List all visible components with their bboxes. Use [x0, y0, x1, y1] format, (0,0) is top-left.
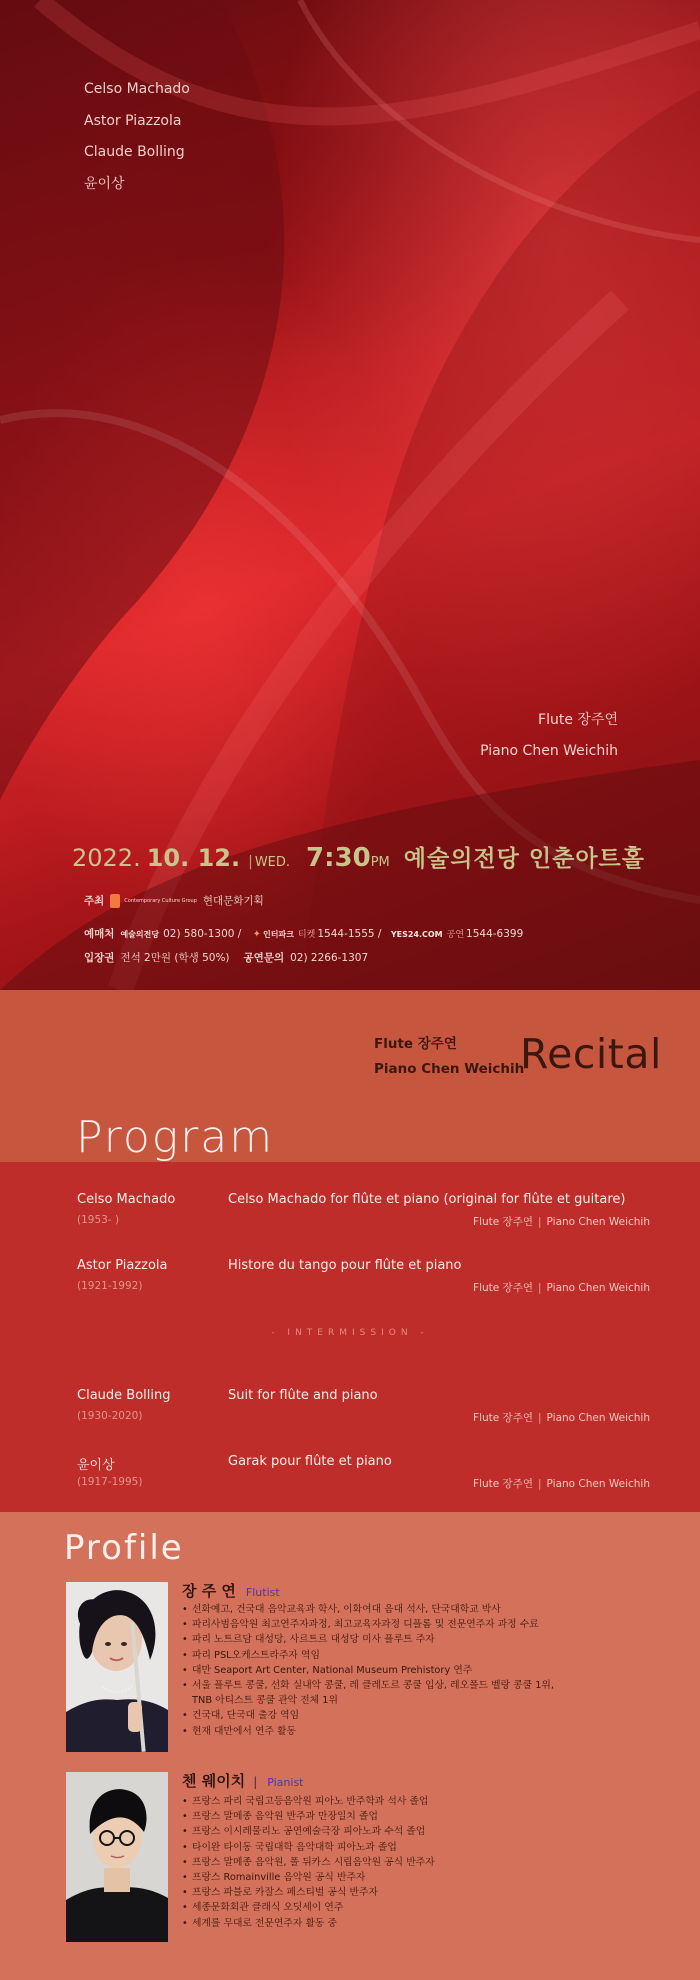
program-item: [0, 1388, 700, 1432]
flutist-bio: [182, 1602, 682, 1739]
work-title: Garak pour flûte et piano: [228, 1454, 392, 1469]
yes24-phone: 1544-6399: [466, 928, 524, 940]
hero-composer: Celso Machado: [84, 81, 190, 97]
bio-item: • 타이완 타이동 국립대학 음악대학 피아노과 졸업: [182, 1840, 682, 1855]
recital-title: Recital: [520, 1030, 662, 1078]
profile-section: [0, 1512, 700, 1980]
work-piano: Piano Chen Weichih: [546, 1216, 650, 1228]
composer-name: Celso Machado: [77, 1192, 176, 1207]
yes24-sub: 공연: [446, 930, 465, 940]
bio-item: • 프랑스 이시레물리노 공연예술극장 피아노과 수석 졸업: [182, 1824, 682, 1839]
date-year: 2022.: [72, 844, 141, 872]
bio-item: • 현재 대만에서 연주 활동: [182, 1724, 682, 1739]
bio-item: • 프랑스 파리 국립고등음악원 피아노 반주학과 석사 졸업: [182, 1794, 682, 1809]
composer-years: (1930-2020): [77, 1410, 143, 1422]
bio-item: • 파리사범음악원 최고연주자과정, 최고교육자과정 디플롬 및 전문연주자 과정 수료: [182, 1617, 682, 1632]
hero-composer: Astor Piazzola: [84, 112, 182, 129]
composer-years: (1917-1995): [77, 1476, 143, 1488]
interpark-sub: 티켓: [297, 930, 316, 940]
performer-separator: |: [538, 1478, 542, 1490]
bio-item: • 파리 노트르담 대성당, 사르트르 대성당 미사 플루트 주자: [182, 1632, 682, 1647]
admission-price: 전석 2만원 (학생 50%): [120, 952, 230, 964]
hero-performer-piano: Piano Chen Weichih: [480, 743, 618, 759]
inquiry-phone: 02) 2266-1307: [290, 952, 369, 964]
host-line: [84, 893, 264, 908]
bio-item: • 세계를 무대로 전문연주자 활동 중: [182, 1916, 682, 1931]
flutist-role: Flutist: [245, 1586, 280, 1599]
ticket-label: 예매처: [84, 928, 115, 940]
work-title: Celso Machado for flûte et piano (original for flûte et guitare): [228, 1192, 626, 1207]
performer-separator: |: [538, 1282, 542, 1294]
performer-separator: |: [538, 1216, 542, 1228]
host-logo-text: Contemporary Culture Group: [124, 898, 197, 904]
bio-item: • 세종문화회관 클래식 오딧세이 연주: [182, 1900, 682, 1915]
interpark-logo-icon: ✦: [252, 929, 262, 940]
bio-item: • 프랑스 말메종 음악원 반주과 만장일치 졸업: [182, 1809, 682, 1824]
recital-performer-flute: Flute 장주연: [374, 1036, 457, 1052]
interpark-phone: 1544-1555 /: [317, 928, 382, 940]
host-logo-icon: [110, 894, 120, 908]
composer-name: 윤이상: [77, 1458, 115, 1473]
concert-venue: 예술의전당 인춘아트홀: [403, 846, 645, 872]
recital-performer-piano: Piano Chen Weichih: [374, 1061, 525, 1077]
bio-item: • 프랑스 말메종 음악원, 폴 뒤카스 시립음악원 공식 반주자: [182, 1855, 682, 1870]
bio-item-continued: TNB 아티스트 콩쿨 관악 전체 1위: [192, 1695, 338, 1707]
work-performers: [473, 1214, 650, 1229]
program-item: [0, 1192, 700, 1236]
flutist-name: 장 주 연: [182, 1582, 236, 1600]
composer-name: Claude Bolling: [77, 1388, 171, 1403]
program-item: [0, 1258, 700, 1302]
work-title: Suit for flûte and piano: [228, 1388, 378, 1403]
profile-heading: Profile: [64, 1528, 184, 1568]
admission-label: 입장권: [84, 952, 115, 964]
hero-performer-list: [480, 705, 618, 767]
program-heading: Program: [76, 1112, 275, 1163]
work-flute: Flute 장주연: [473, 1282, 533, 1294]
hero-performer-flute: Flute 장주연: [538, 712, 618, 728]
program-item: [0, 1454, 700, 1498]
pianist-name: 첸 웨이치: [182, 1772, 246, 1790]
date-month-day: 10. 12.: [146, 844, 241, 872]
bio-item: • 서울 플루트 콩쿨, 선화 실내악 콩쿨, 레 클레도르 콩쿨 입상, 레오폴드 벨랑 콩쿨 1위,: [182, 1678, 682, 1693]
hero-composer: Claude Bolling: [84, 144, 185, 160]
bio-item: • 파리 PSL오케스트라주자 역임: [182, 1648, 682, 1663]
work-flute: Flute 장주연: [473, 1412, 533, 1424]
hero-composer-list: [84, 74, 190, 200]
work-flute: Flute 장주연: [473, 1478, 533, 1490]
concert-ampm: PM: [370, 855, 390, 870]
flutist-photo: [66, 1582, 168, 1752]
bio-item: • 건국대, 단국대 출강 역임: [182, 1708, 682, 1723]
ticket-line: [84, 926, 523, 941]
pianist-photo: [66, 1772, 168, 1942]
work-performers: [473, 1280, 650, 1295]
program-section: [0, 1162, 700, 1512]
work-performers: [473, 1410, 650, 1425]
yes24-logo: YES24.COM: [390, 930, 443, 939]
host-label: 주최: [84, 895, 105, 907]
composer-years: (1953- ): [77, 1214, 120, 1226]
concert-time: 7:30: [306, 843, 371, 873]
work-flute: Flute 장주연: [473, 1216, 533, 1228]
intermission-divider: - INTERMISSION -: [271, 1328, 429, 1338]
pianist-role: Pianist: [267, 1776, 304, 1789]
performer-separator: |: [538, 1412, 542, 1424]
composer-name: Astor Piazzola: [77, 1258, 168, 1273]
composer-years: (1921-1992): [77, 1280, 143, 1292]
bio-item: • 대만 Seaport Art Center, National Museum Prehistory 연주: [182, 1663, 682, 1678]
host-name: 현대문화기획: [202, 895, 264, 907]
date-separator: |: [248, 854, 253, 870]
pianist-separator: |: [253, 1775, 258, 1789]
pianist-heading: [182, 1770, 304, 1791]
work-title: Histore du tango pour flûte et piano: [228, 1258, 462, 1273]
hero-composer: 윤이상: [84, 175, 125, 192]
work-piano: Piano Chen Weichih: [546, 1478, 650, 1490]
sac-logo: 예술의전당: [120, 930, 160, 939]
work-piano: Piano Chen Weichih: [546, 1282, 650, 1294]
admission-line: [84, 950, 368, 965]
work-performers: [473, 1476, 650, 1491]
recital-performers: [374, 1032, 524, 1082]
inquiry-label: 공연문의: [243, 952, 285, 964]
bio-item: • 프랑스 파블로 카잘스 페스티벌 공식 반주자: [182, 1885, 682, 1900]
work-piano: Piano Chen Weichih: [546, 1412, 650, 1424]
date-weekday: WED.: [254, 855, 291, 870]
bio-item: • 선화예고, 건국대 음악교육과 학사, 이화여대 음대 석사, 단국대학교 박사: [182, 1602, 682, 1617]
concert-dateline: [72, 840, 645, 880]
pianist-bio: [182, 1794, 682, 1931]
interpark-logo: 인터파크: [263, 930, 294, 939]
sac-phone: 02) 580-1300 /: [163, 928, 242, 940]
bio-item: • 프랑스 Romainville 음악원 공식 반주자: [182, 1870, 682, 1885]
flutist-heading: [182, 1580, 280, 1601]
